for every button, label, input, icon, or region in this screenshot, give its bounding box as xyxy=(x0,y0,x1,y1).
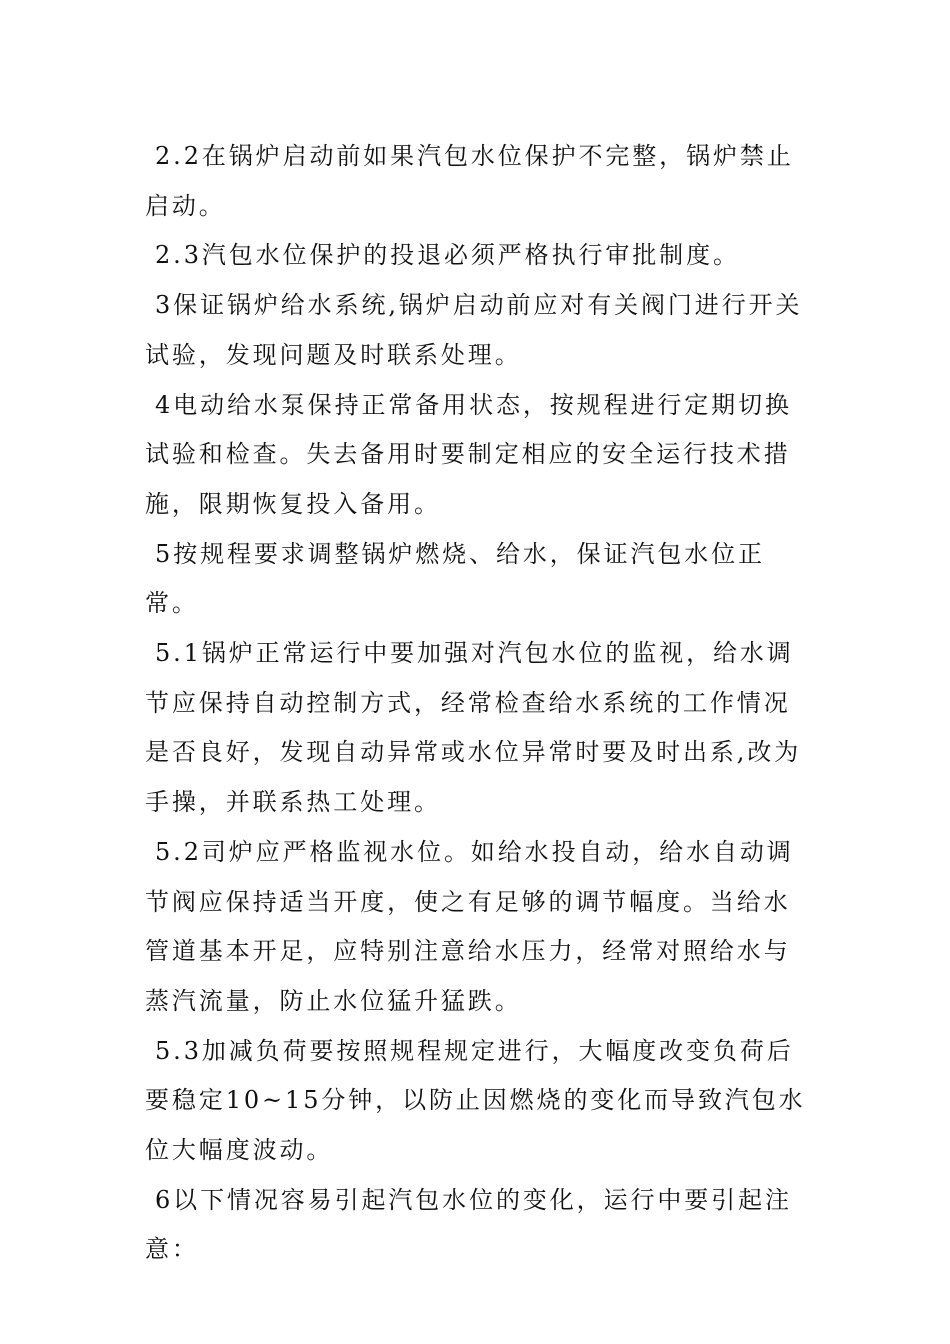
paragraph-5-1: 5.1锅炉正常运行中要加强对汽包水位的监视，给水调节应保持自动控制方式，经常检查给水系统的工作情况是否良好，发现自动异常或水位异常时要及时出系,改为手操，并联系热工处理。 xyxy=(145,639,802,817)
paragraph-2-2: 2.2在锅炉启动前如果汽包水位保护不完整，锅炉禁止启动。 xyxy=(145,142,794,220)
paragraph-5: 5按规程要求调整锅炉燃烧、给水，保证汽包水位正常。 xyxy=(145,539,765,618)
paragraph-2-3: 2.3汽包水位保护的投退必须严格执行审批制度。 xyxy=(155,241,740,270)
paragraph-6: 6以下情况容易引起汽包水位的变化，运行中要引起注意： xyxy=(145,1185,792,1264)
paragraph-4: 4电动给水泵保持正常备用状态，按规程进行定期切换试验和检查。失去备用时要制定相应的安全运行技术措施，限期恢复投入备用。 xyxy=(145,390,792,518)
paragraph-5-2: 5.2司炉应严格监视水位。如给水投自动，给水自动调节阀应保持适当开度，使之有足够的调节幅度。当给水管道基本开足，应特别注意给水压力，经常对照给水与蒸汽流量，防止水位猛升猛跌。 xyxy=(145,837,794,1015)
document-body xyxy=(145,132,810,1275)
paragraph-3: 3保证锅炉给水系统,锅炉启动前应对有关阀门进行开关试验，发现问题及时联系处理。 xyxy=(145,291,803,369)
paragraph-5-3: 5.3加减负荷要按照规程规定进行，大幅度改变负荷后要稳定10~15分钟，以防止因燃烧的变化而导致汽包水位大幅度波动。 xyxy=(145,1036,806,1165)
